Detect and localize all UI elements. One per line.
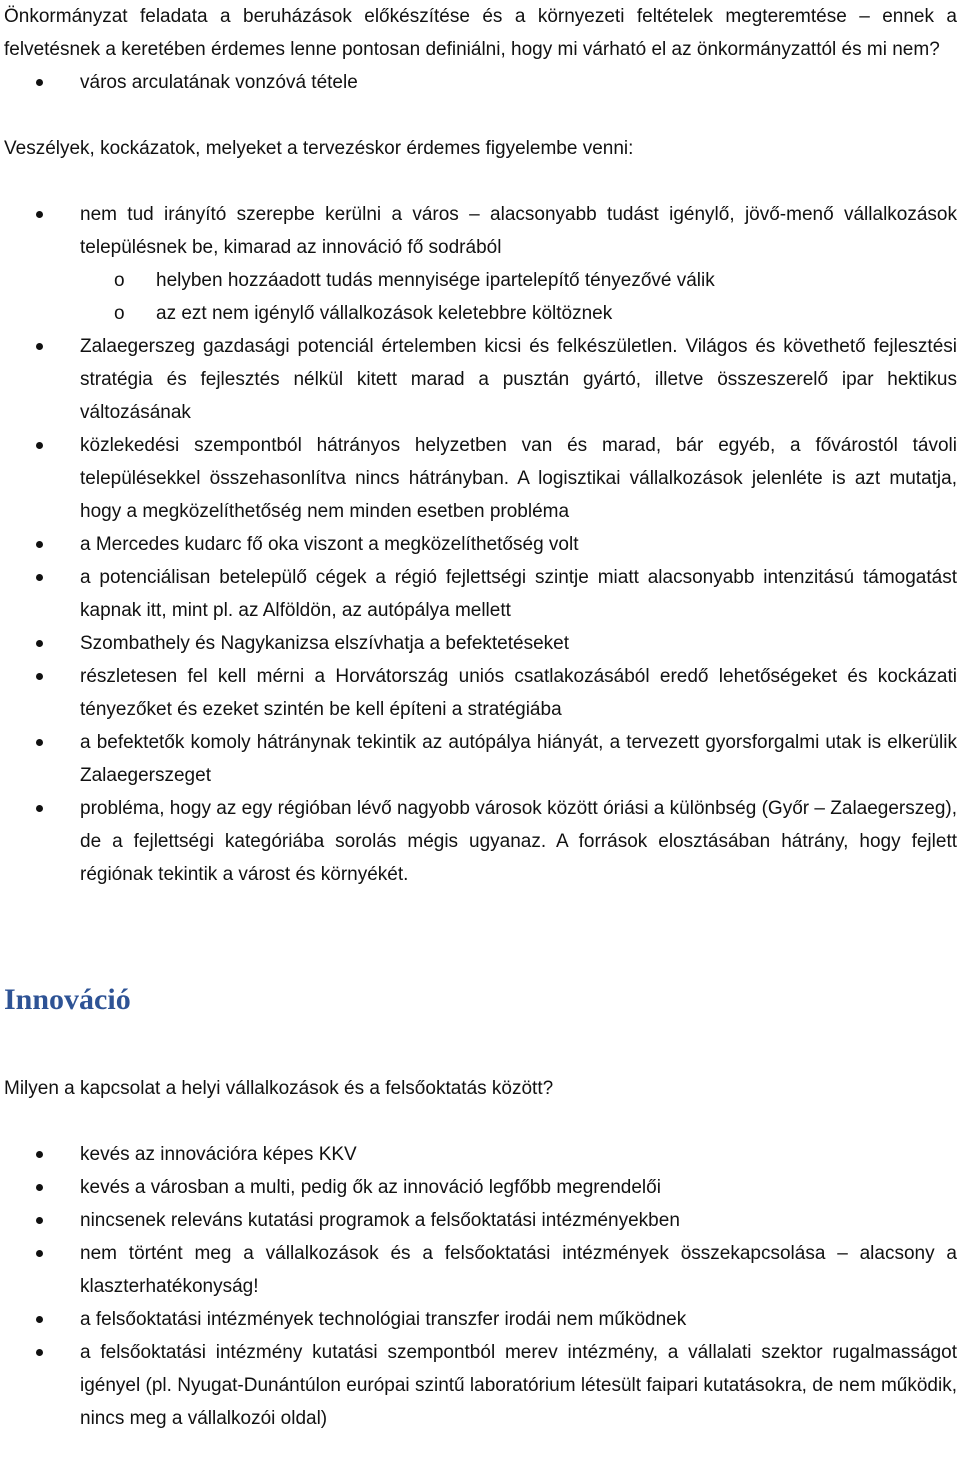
intro-paragraph: Önkormányzat feladata a beruházások előkészítése és a környezeti feltételek megteremtése – ennek a felvetésnek a keretében érdemes lenne pontosan definiálni, hogy mi várható el az önkormányzattól és mi nem?: [4, 6, 957, 60]
list-item: közlekedési szempontból hátrányos helyzetben van és marad, bár egyéb, a fővárostól távoli településekkel összehasonlítva nincs hátrányban. A logisztikai vállalkozások jelenléte is azt mutatja, hogy a megközelíthetőség nem minden esetben probléma: [4, 429, 957, 528]
document-page: [4, 0, 957, 1435]
list-item: a Mercedes kudarc fő oka viszont a megközelíthetőség volt: [4, 528, 957, 561]
list-item: a potenciálisan betelepülő cégek a régió fejlettségi szintje miatt alacsonyabb intenzitású támogatást kapnak itt, mint pl. az Alföldön, az autópálya mellett: [4, 561, 957, 627]
list-item: nem történt meg a vállalkozások és a felsőoktatási intézmények összekapcsolása – alacsony a klaszterhatékonyság!: [4, 1237, 957, 1303]
section-title: Innováció: [4, 983, 131, 1016]
spacer: [4, 891, 957, 980]
list-item: a felsőoktatási intézmény kutatási szempontból merev intézmény, a vállalati szektor rugalmasságot igényel (pl. Nyugat-Dunántúlon európai szintű laboratórium létesült faipari kutatásokra, de nem működik, nincs meg a vállalkozói oldal): [4, 1336, 957, 1435]
risks-heading: Veszélyek, kockázatok, melyeket a tervezéskor érdemes figyelembe venni:: [4, 138, 634, 159]
list-item: nem tud irányító szerepbe kerülni a város – alacsonyabb tudást igénylő, jövő-menő vállalkozások településnek be, kimarad az innováció fő sodrából: [4, 198, 957, 264]
spacer: [4, 1105, 957, 1138]
list-item: Szombathely és Nagykanizsa elszívhatja a befektetéseket: [4, 627, 957, 660]
list-item: város arculatának vonzóvá tétele: [4, 66, 957, 99]
list-item: a befektetők komoly hátránynak tekintik az autópálya hiányát, a tervezett gyorsforgalmi utak is elkerülik Zalaegerszeget: [4, 726, 957, 792]
spacer: [4, 1020, 957, 1072]
sub-list-item: o helyben hozzáadott tudás mennyisége ipartelepítő tényezővé válik: [4, 264, 957, 297]
list-item: nincsenek releváns kutatási programok a felsőoktatási intézményekben: [4, 1204, 957, 1237]
list-item: Zalaegerszeg gazdasági potenciál értelemben kicsi és felkészületlen. Világos és követhető fejlesztési stratégia és fejlesztés nélkül kitett marad a pusztán gyártó, illetve összeszerelő ipar hektikus változásának: [4, 330, 957, 429]
list-item: kevés a városban a multi, pedig ők az innováció legfőbb megrendelői: [4, 1171, 957, 1204]
list-item: probléma, hogy az egy régióban lévő nagyobb városok között óriási a különbség (Győr – Zalaegerszeg), de a fejlettségi kategóriába sorolás mégis ugyanaz. A források elosztásában hátrány, hogy fejlett régiónak tekintik a várost és környékét.: [4, 792, 957, 891]
spacer: [4, 165, 957, 198]
list-item: részletesen fel kell mérni a Horvátország uniós csatlakozásából eredő lehetőségeket és kockázati tényezőket és ezeket szintén be kell építeni a stratégiába: [4, 660, 957, 726]
risks-bullet-list: [4, 198, 957, 891]
intro-bullet-list: [4, 66, 957, 99]
list-item: a felsőoktatási intézmények technológiai transzfer irodái nem működnek: [4, 1303, 957, 1336]
innovation-question: Milyen a kapcsolat a helyi vállalkozások és a felsőoktatás között?: [4, 1078, 554, 1099]
spacer: [4, 99, 957, 132]
innovation-bullet-list: [4, 1138, 957, 1435]
sub-list-item: o az ezt nem igénylő vállalkozások keletebbre költöznek: [4, 297, 957, 330]
list-item: kevés az innovációra képes KKV: [4, 1138, 957, 1171]
